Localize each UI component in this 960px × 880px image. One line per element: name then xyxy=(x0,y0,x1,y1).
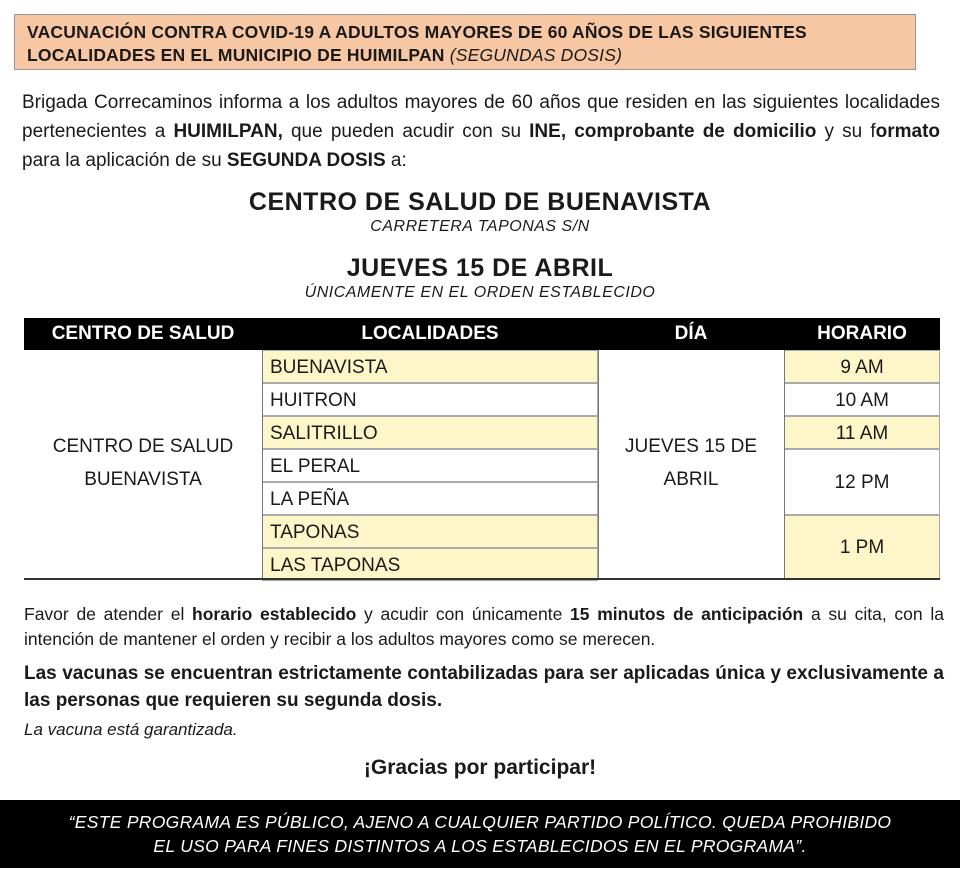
locality-las-taponas: LAS TAPONAS xyxy=(262,548,598,581)
header-horario: HORARIO xyxy=(817,323,907,344)
schedule-note xyxy=(24,602,944,652)
intro-bold-dosis: SEGUNDA DOSIS xyxy=(226,150,386,171)
venue-name: CENTRO DE SALUD DE BUENAVISTA xyxy=(248,188,712,216)
venue-date: JUEVES 15 DE ABRIL xyxy=(346,254,614,282)
footer-line-2: EL USO PARA FINES DISTINTOS A LOS ESTABLECIDOS EN EL PROGRAMA”. xyxy=(153,836,807,856)
order-note: ÚNICAMENTE EN EL ORDEN ESTABLECIDO xyxy=(304,284,656,301)
center-line-1: CENTRO DE SALUD xyxy=(52,436,234,457)
intro-text-1: Brigada Correcaminos informa a los adultos mayores de 60 años que residen en las siguientes localidades pertenecientes a xyxy=(22,92,940,142)
locality-la-pena: LA PEÑA xyxy=(262,482,598,515)
locality-huitron: HUITRON xyxy=(262,383,598,416)
hour-11am: 11 AM xyxy=(784,416,940,449)
day-line-1: JUEVES 15 DE xyxy=(625,436,757,457)
table-header xyxy=(24,318,940,350)
hour-10am: 10 AM xyxy=(784,383,940,416)
note1-text-e: a su cita, con la intención de mantener el orden y recibir a los adultos mayores como se merecen. xyxy=(24,604,944,649)
center-line-2: BUENAVISTA xyxy=(84,469,202,490)
thanks-message: ¡Gracias por participar! xyxy=(363,756,597,779)
schedule-table xyxy=(24,318,940,580)
locality-salitrillo: SALITRILLO xyxy=(262,416,598,449)
intro-text-5: a: xyxy=(385,150,407,171)
intro-text-4: para la aplicación de su xyxy=(22,150,227,171)
footer-line-1: “ESTE PROGRAMA ES PÚBLICO, AJENO A CUALQUIER PARTIDO POLÍTICO. QUEDA PROHIBIDO xyxy=(68,812,892,832)
center-cell xyxy=(24,430,262,496)
header-subtitle: (SEGUNDAS DOSIS) xyxy=(449,45,623,65)
vaccine-allocation-note: Las vacunas se encuentran estrictamente contabilizadas para ser aplicadas única y exclusivamente a las personas que requieren su segunda dosis. xyxy=(24,663,944,711)
column-divider xyxy=(598,350,599,580)
locality-taponas: TAPONAS xyxy=(262,515,598,548)
intro-text-3: y su f xyxy=(816,121,876,142)
day-cell xyxy=(598,430,784,496)
header-title: VACUNACIÓN CONTRA COVID-19 A ADULTOS MAYORES DE 60 AÑOS DE LAS SIGUIENTES LOCALIDADES EN EL MUNICIPIO DE HUIMILPAN xyxy=(27,22,807,65)
note1-text-c: y acudir con únicamente xyxy=(356,604,571,624)
intro-bold-comprobante: comprobante de domicilio xyxy=(574,121,817,142)
intro-paragraph xyxy=(22,88,940,175)
intro-text-2: que pueden acudir con su xyxy=(282,121,530,142)
guarantee-note: La vacuna está garantizada. xyxy=(24,720,238,739)
intro-bold-municipio: HUIMILPAN, xyxy=(173,121,283,142)
day-line-2: ABRIL xyxy=(663,469,719,490)
venue-address: CARRETERA TAPONAS S/N xyxy=(370,218,590,235)
header-banner xyxy=(14,14,916,70)
intro-bold-ine: INE, xyxy=(529,121,567,142)
intro-bold-formato: ormato xyxy=(875,121,941,142)
note1-text-a: Favor de atender el xyxy=(24,604,193,624)
column-divider xyxy=(784,350,785,580)
header-dia: DÍA xyxy=(674,323,708,344)
header-centro: CENTRO DE SALUD xyxy=(51,323,235,344)
header-localidades: LOCALIDADES xyxy=(361,323,499,344)
column-divider xyxy=(262,350,263,580)
locality-el-peral: EL PERAL xyxy=(262,449,598,482)
locality-buenavista: BUENAVISTA xyxy=(262,350,598,383)
table-bottom-rule xyxy=(24,578,940,580)
note1-bold-anticipacion: 15 minutos de anticipación xyxy=(570,604,804,624)
legal-footer xyxy=(0,800,960,868)
hour-12pm: 12 PM xyxy=(784,449,940,515)
note1-bold-horario: horario establecido xyxy=(192,604,357,624)
hour-9am: 9 AM xyxy=(784,350,940,383)
hour-1pm: 1 PM xyxy=(784,515,940,579)
